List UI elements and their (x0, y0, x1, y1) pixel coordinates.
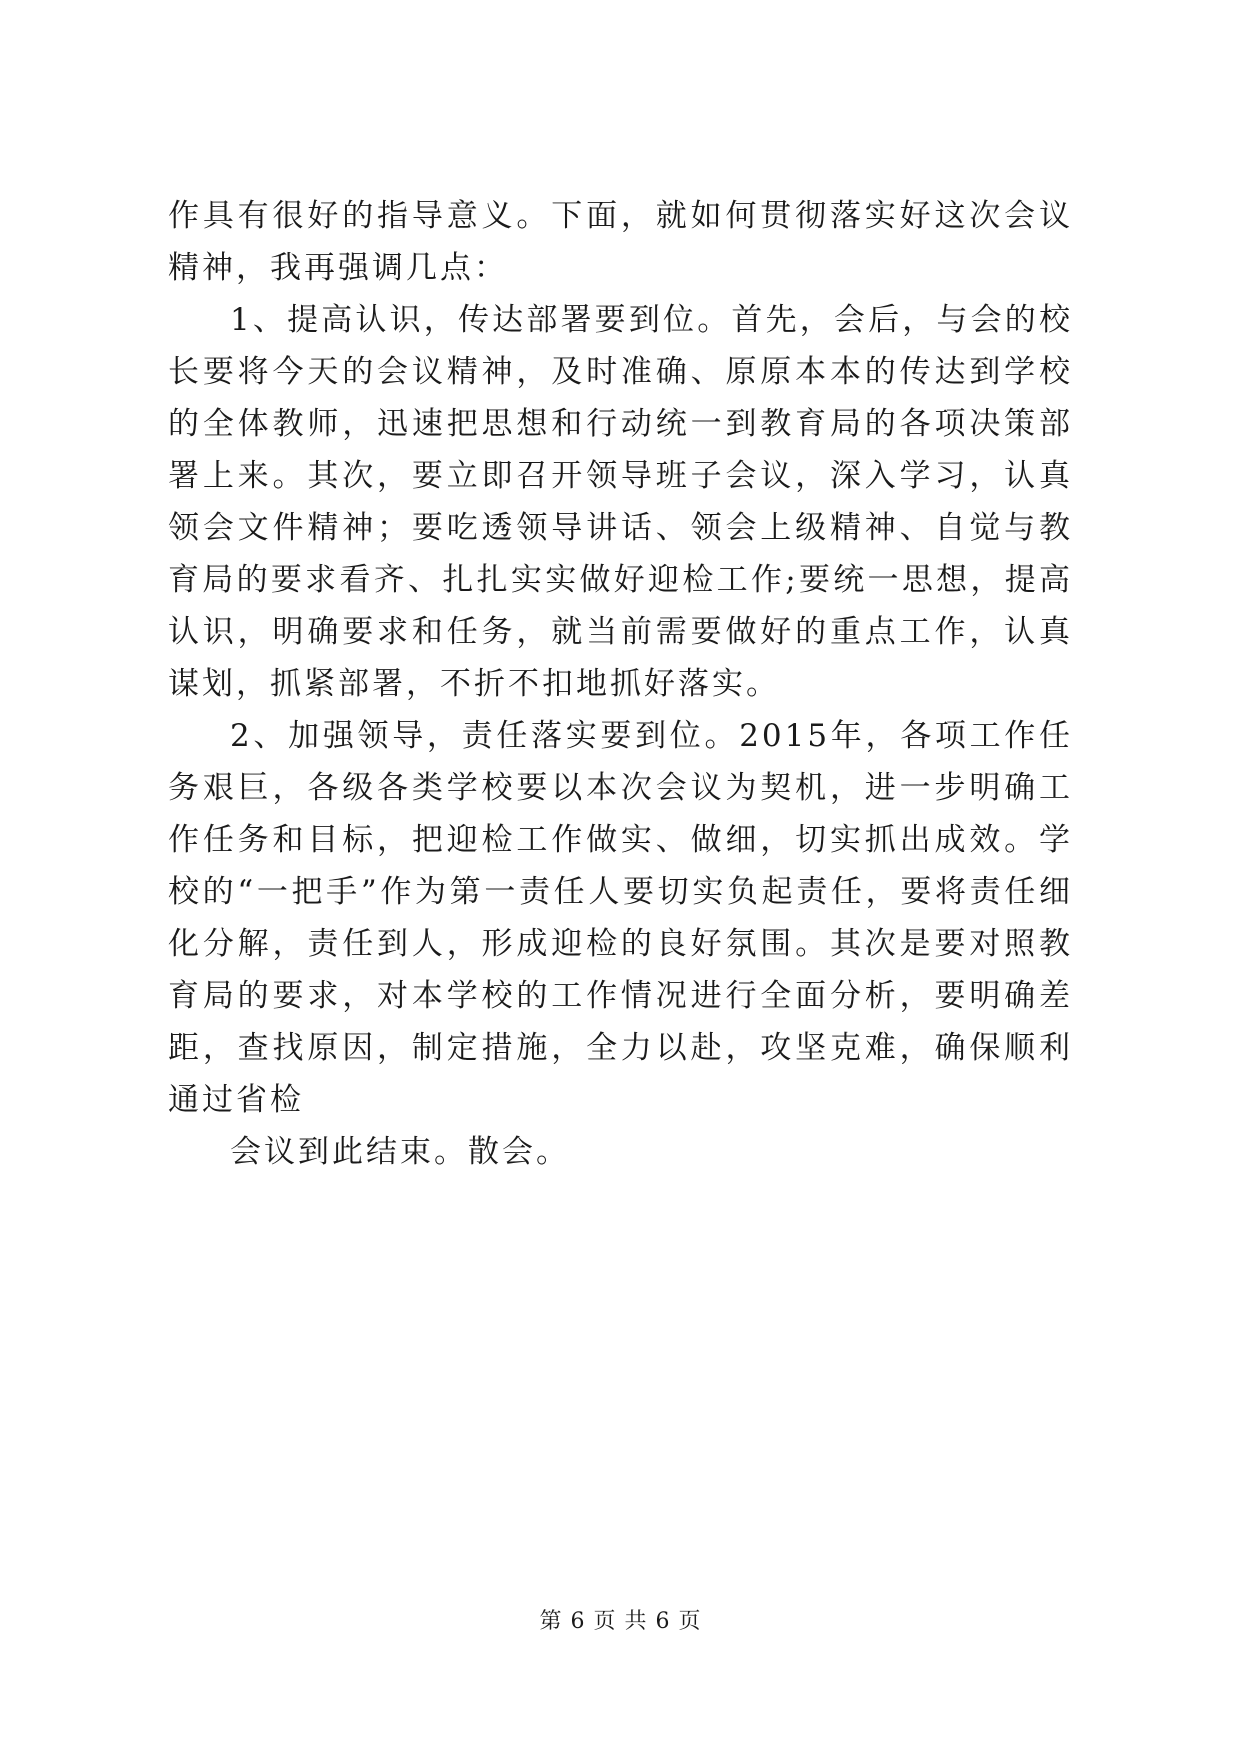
paragraph-point-2: 2、加强领导，责任落实要到位。2015年，各项工作任务艰巨，各级各类学校要以本次会议为契机，进一步明确工作任务和目标，把迎检工作做实、做细，切实抓出成效。学校的“一把手”作为第一责任人要切实负起责任，要将责任细化分解，责任到人，形成迎检的良好氛围。其次是要对照教育局的要求，对本学校的工作情况进行全面分析，要明确差距，查找原因，制定措施，全力以赴，攻坚克难，确保顺利通过省检 (168, 718, 1073, 1118)
page-number-label: 第 6 页 共 6 页 (539, 1609, 702, 1634)
paragraph-point-1: 1、提高认识，传达部署要到位。首先，会后，与会的校长要将今天的会议精神，及时准确、原原本本的传达到学校的全体教师，迅速把思想和行动统一到教育局的各项决策部署上来。其次，要立即召开领导班子会议，深入学习，认真领会文件精神；要吃透领导讲话、领会上级精神、自觉与教育局的要求看齐、扎扎实实做好迎检工作;要统一思想，提高认识，明确要求和任务，就当前需要做好的重点工作，认真谋划，抓紧部署，不折不扣地抓好落实。 (168, 302, 1073, 702)
paragraph-closing: 会议到此结束。散会。 (230, 1134, 570, 1170)
document-body (168, 190, 1073, 1178)
paragraph-continuation: 作具有很好的指导意义。下面，就如何贯彻落实好这次会议精神，我再强调几点： (168, 198, 1073, 286)
page-footer (0, 1604, 1241, 1635)
